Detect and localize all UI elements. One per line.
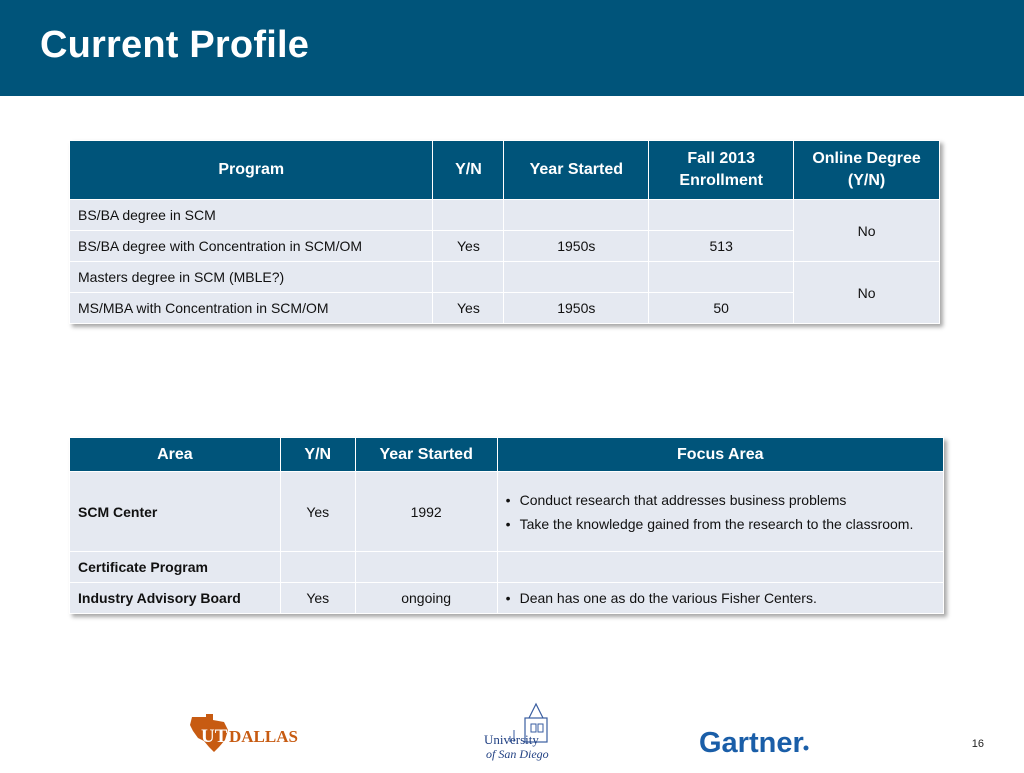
program-year: 1950s (504, 293, 649, 324)
focus-list (506, 490, 935, 534)
area-year: ongoing (355, 583, 497, 614)
focus-item: • Dean has one as do the various Fisher Centers. (506, 588, 935, 608)
page-title: Current Profile (40, 24, 310, 66)
usd-line2: of San Diego (486, 747, 549, 761)
program-enrollment: 513 (649, 231, 794, 262)
program-name: BS/BA degree in SCM (70, 200, 433, 231)
program-yn (433, 262, 504, 293)
table-row (70, 472, 944, 552)
table-row (70, 583, 944, 614)
area-yn: Yes (280, 583, 355, 614)
program-enrollment (649, 262, 794, 293)
area-table (69, 437, 944, 614)
program-year: 1950s (504, 231, 649, 262)
col-year-started: Year Started (504, 141, 649, 200)
utd-ut-text: UT (201, 726, 228, 747)
program-name: MS/MBA with Concentration in SCM/OM (70, 293, 433, 324)
area-yn: Yes (280, 472, 355, 552)
area-year (355, 552, 497, 583)
col-yn: Y/N (433, 141, 504, 200)
col-focus-area: Focus Area (497, 438, 943, 472)
col-yn: Y/N (280, 438, 355, 472)
gartner-dot (804, 746, 809, 751)
area-focus (497, 472, 943, 552)
utd-dallas-text: DALLAS (229, 727, 298, 746)
usd-logo (484, 704, 549, 761)
program-yn (433, 200, 504, 231)
focus-list (506, 588, 935, 608)
program-enrollment: 50 (649, 293, 794, 324)
table-header-row (70, 438, 944, 472)
page-number: 16 (971, 738, 984, 750)
table-header-row (70, 141, 940, 200)
focus-item: • Conduct research that addresses business problems (506, 490, 935, 510)
program-yn: Yes (433, 231, 504, 262)
area-name: Certificate Program (70, 552, 281, 583)
col-online-degree: Online Degree (Y/N) (794, 141, 940, 200)
program-enrollment (649, 200, 794, 231)
program-name: BS/BA degree with Concentration in SCM/OM (70, 231, 433, 262)
table-row (70, 552, 944, 583)
col-program: Program (70, 141, 433, 200)
program-table (69, 140, 940, 324)
area-focus (497, 552, 943, 583)
col-year-started: Year Started (355, 438, 497, 472)
area-focus (497, 583, 943, 614)
area-year: 1992 (355, 472, 497, 552)
logo-strip (0, 700, 1024, 768)
program-online: No (794, 200, 940, 262)
area-name: SCM Center (70, 472, 281, 552)
usd-line1: University (484, 732, 539, 747)
col-enrollment: Fall 2013 Enrollment (649, 141, 794, 200)
area-name: Industry Advisory Board (70, 583, 281, 614)
footer-logos (0, 700, 1024, 768)
focus-item: • Take the knowledge gained from the research to the classroom. (506, 514, 935, 534)
program-year (504, 262, 649, 293)
program-name: Masters degree in SCM (MBLE?) (70, 262, 433, 293)
gartner-text: Gartner (699, 727, 804, 759)
utd-logo (190, 714, 298, 752)
program-year (504, 200, 649, 231)
table-row (70, 262, 940, 293)
gartner-logo (699, 727, 809, 759)
col-area: Area (70, 438, 281, 472)
title-bar (0, 0, 1024, 96)
area-yn (280, 552, 355, 583)
program-online: No (794, 262, 940, 324)
table-row (70, 200, 940, 231)
program-yn: Yes (433, 293, 504, 324)
